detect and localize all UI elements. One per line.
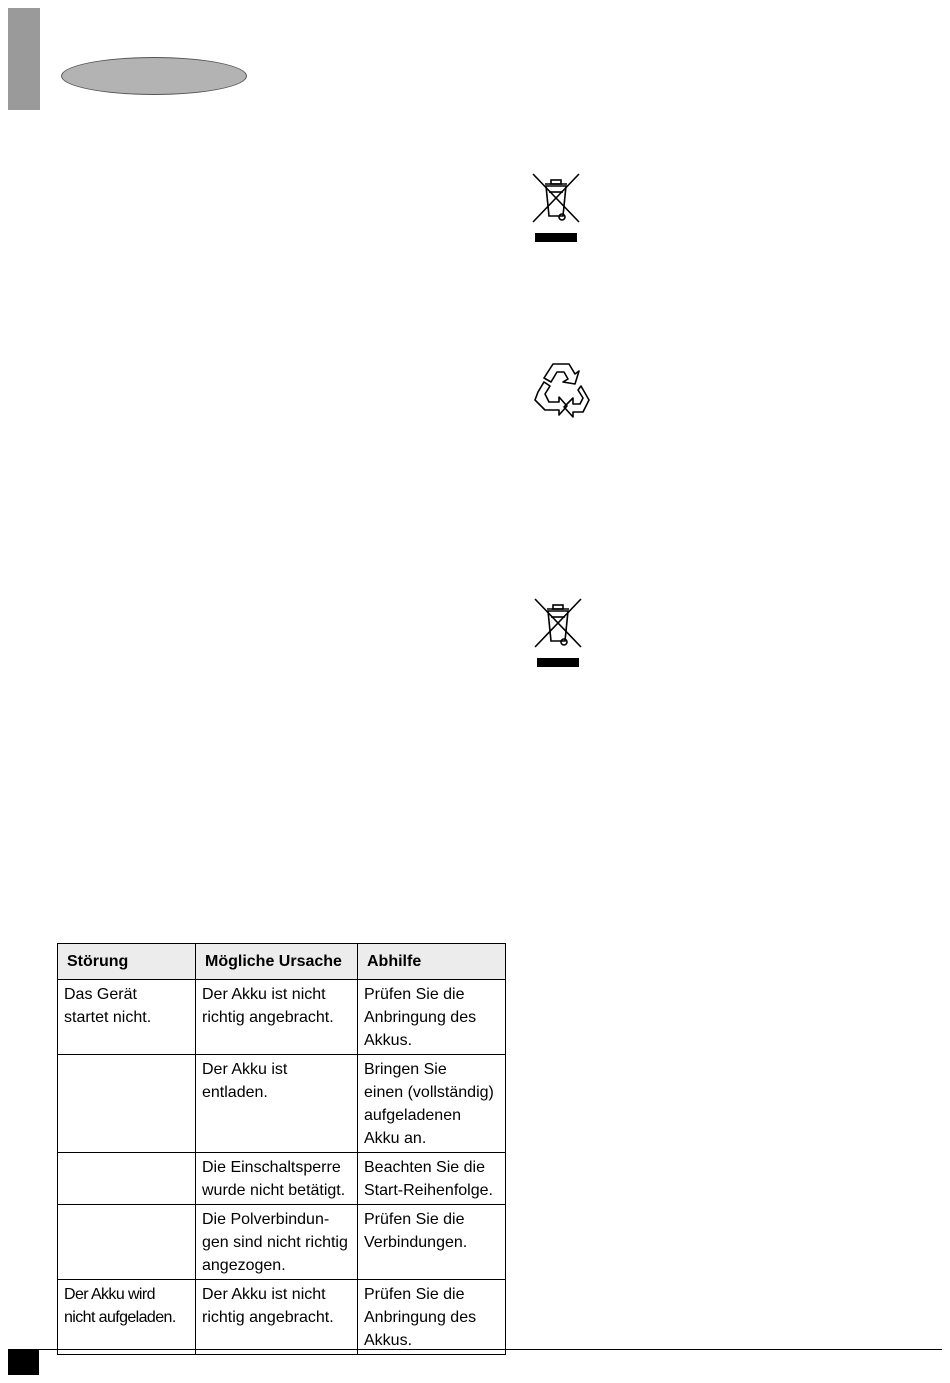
cell-remedy: Bringen Sie einen (vollständig) aufgeladenen Akku an. (358, 1055, 506, 1153)
troubleshooting-table (57, 943, 506, 1355)
header-fault: Störung (58, 944, 196, 980)
crossed-out-wheelie-bin-icon (531, 172, 581, 244)
cell-cause: Die Einschaltsperre wurde nicht betätigt. (196, 1153, 358, 1205)
cell-fault (58, 1153, 196, 1205)
table-row (58, 1205, 506, 1280)
cell-cause: Die Polverbindun- gen sind nicht richtig angezogen. (196, 1205, 358, 1280)
page-number-block (8, 1349, 39, 1375)
crossed-out-wheelie-bin-icon (533, 597, 583, 669)
cell-fault: Das Gerät startet nicht. (58, 980, 196, 1055)
cell-fault: Der Akku wird nicht aufgeladen. (58, 1280, 196, 1355)
header-remedy: Abhilfe (358, 944, 506, 980)
table-row (58, 1153, 506, 1205)
language-side-tab (8, 8, 40, 110)
cell-remedy: Prüfen Sie die Verbindungen. (358, 1205, 506, 1280)
cell-cause: Der Akku ist nicht richtig angebracht. (196, 1280, 358, 1355)
cell-remedy: Beachten Sie die Start-Reihenfolge. (358, 1153, 506, 1205)
table-row (58, 1280, 506, 1355)
cell-fault (58, 1205, 196, 1280)
recycle-icon (533, 360, 591, 418)
footer-rule (8, 1349, 942, 1350)
header-possible-cause: Mögliche Ursache (196, 944, 358, 980)
table-header-row (58, 944, 506, 980)
cell-cause: Der Akku ist nicht richtig angebracht. (196, 980, 358, 1055)
cell-remedy: Prüfen Sie die Anbringung des Akkus. (358, 980, 506, 1055)
table-row (58, 1055, 506, 1153)
cell-remedy: Prüfen Sie die Anbringung des Akkus. (358, 1280, 506, 1355)
section-oval-marker (61, 57, 247, 95)
cell-cause: Der Akku ist entladen. (196, 1055, 358, 1153)
table-row (58, 980, 506, 1055)
cell-fault (58, 1055, 196, 1153)
